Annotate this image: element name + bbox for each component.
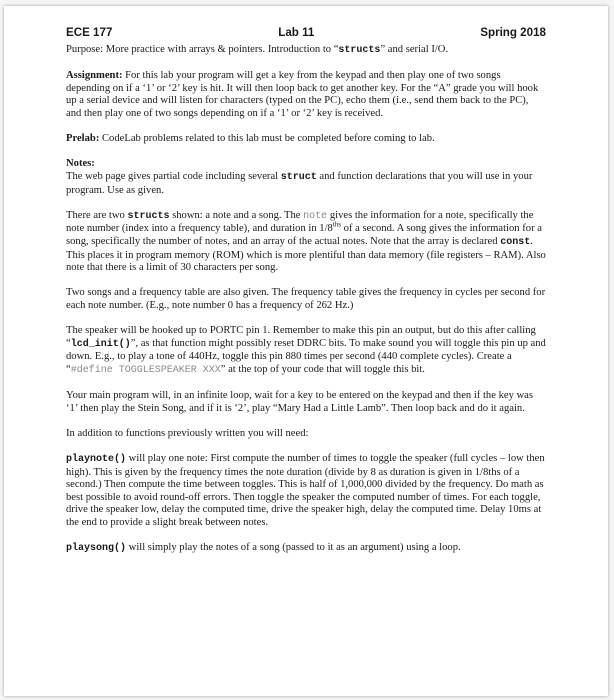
notes-p2-d: of a second. A song gives the information for a song, specifically the number of notes, and an array of the actual notes. Note that the array is declared: [66, 223, 542, 247]
notes-p2-a: There are two: [66, 209, 128, 221]
notes-p4-code-define: #define TOGGLESPEAKER XXX: [70, 364, 221, 376]
notes-p2-e: . This places it in program memory (ROM) which is more plentiful than data memory (file registers – RAM). Also note that there is a limit of 30 characters per song.: [66, 235, 546, 274]
notes-paragraph-5: Your main program will, in an infinite loop, wait for a key to be entered on the keypad and then if the key was ‘1’ then play the Stein Song, and if it is ‘2’, play “Mary Had a Little Lamb”. Then loop back and do it again.: [66, 390, 533, 414]
purpose-code: structs: [338, 45, 381, 56]
notes-paragraph-4: [66, 325, 546, 377]
notes-paragraph-3: Two songs and a frequency table are also given. The frequency table gives the frequency in cycles per second for each note number. (E.g., note number 0 has a frequency of 262 Hz.): [66, 287, 546, 311]
notes-p2-c: gives the information for a note, specifically the note number (index into a frequency table), and duration in 1/8: [66, 209, 534, 235]
assignment-paragraph: [66, 70, 546, 120]
notes-p1-after: and function declarations that you will use in your program. Use as given.: [66, 170, 533, 196]
purpose-text: More practice with arrays & pointers. Introduction to “: [103, 44, 339, 55]
assignment-text: For this lab your program will get a key from the keypad and then play one of two songs depending on if a ‘1’ or ‘2’ key is hit. It will then loop back to get another key. For the “A” grade you will hook up a serial device and will listen for characters (typed on the PC), echo them (i.e., send them back to the PC), and then play one of two songs depending on if a ‘1’ or ‘2’ key is received.: [66, 70, 539, 119]
page-header: [66, 26, 546, 40]
purpose-text-before: Purpose:: [66, 44, 104, 55]
document-page: [4, 6, 608, 696]
purpose-text-after: ” and serial I/O.: [380, 44, 449, 55]
document-content: [66, 26, 546, 568]
notes-p2-sup: ths: [332, 220, 341, 229]
prelab-paragraph: [66, 133, 546, 146]
notes-p1-before: The web page gives partial code including several: [66, 170, 281, 182]
course-code: ECE 177: [66, 26, 113, 39]
notes-p2-code-note: note: [303, 210, 328, 222]
notes-p4-code-lcd-init: lcd_init(): [70, 338, 131, 350]
purpose-paragraph: [66, 44, 546, 58]
notes-p2-b: shown: a note and a song. The: [169, 209, 304, 221]
playnote-text: will play one note: First compute the number of times to toggle the speaker (full cycles – low then high). This is given by the frequency times the note duration (divide by 8 as duration is given in 1/8ths of a second.) Then compute the time between toggles. This is half of 1,000,000 divided by the frequency. Do math as best possible to avoid round-off errors. Then toggle the speaker the computed number of times. For each toggle, drive the speaker low, delay the computed time, drive the speaker high, delay the computed time. Delay 10ms at the end to provide a slight break between notes.: [66, 453, 545, 528]
notes-p2-code-structs: structs: [127, 210, 170, 222]
notes-paragraph-6: In addition to functions previously written you will need:: [66, 427, 309, 439]
playsong-text: will simply play the notes of a song (passed to it as an argument) using a loop.: [126, 542, 461, 554]
prelab-label: Prelab:: [66, 133, 100, 145]
lab-number: Lab 11: [278, 26, 315, 39]
notes-p4-a: The speaker will be hooked up to PORTC pin 1. Remember to make this pin an output, but do this after calling “: [66, 325, 536, 349]
notes-p4-b: ”, as that function might possibly reset DDRC bits. To make sound you will toggle this pin up and down. E.g., to play a tone of 440Hz, toggle this pin 880 times per second (440 complete cycles). Create a “: [66, 337, 546, 375]
term: Spring 2018: [480, 26, 546, 39]
playnote-paragraph: [66, 453, 546, 530]
notes-paragraph-2: [66, 210, 546, 275]
prelab-text: CodeLab problems related to this lab must be completed before coming to lab.: [99, 133, 435, 145]
notes-p2-code-const: const: [500, 236, 531, 248]
playnote-code: playnote(): [66, 454, 127, 465]
notes-p1-code: struct: [280, 171, 317, 183]
playsong-code: playsong(): [66, 543, 127, 555]
notes-label: Notes:: [66, 158, 95, 170]
assignment-label: Assignment:: [66, 70, 123, 82]
notes-paragraph-1: [66, 158, 546, 197]
playsong-paragraph: [66, 542, 546, 556]
notes-p4-c: ” at the top of your code that will toggle this bit.: [220, 363, 425, 375]
